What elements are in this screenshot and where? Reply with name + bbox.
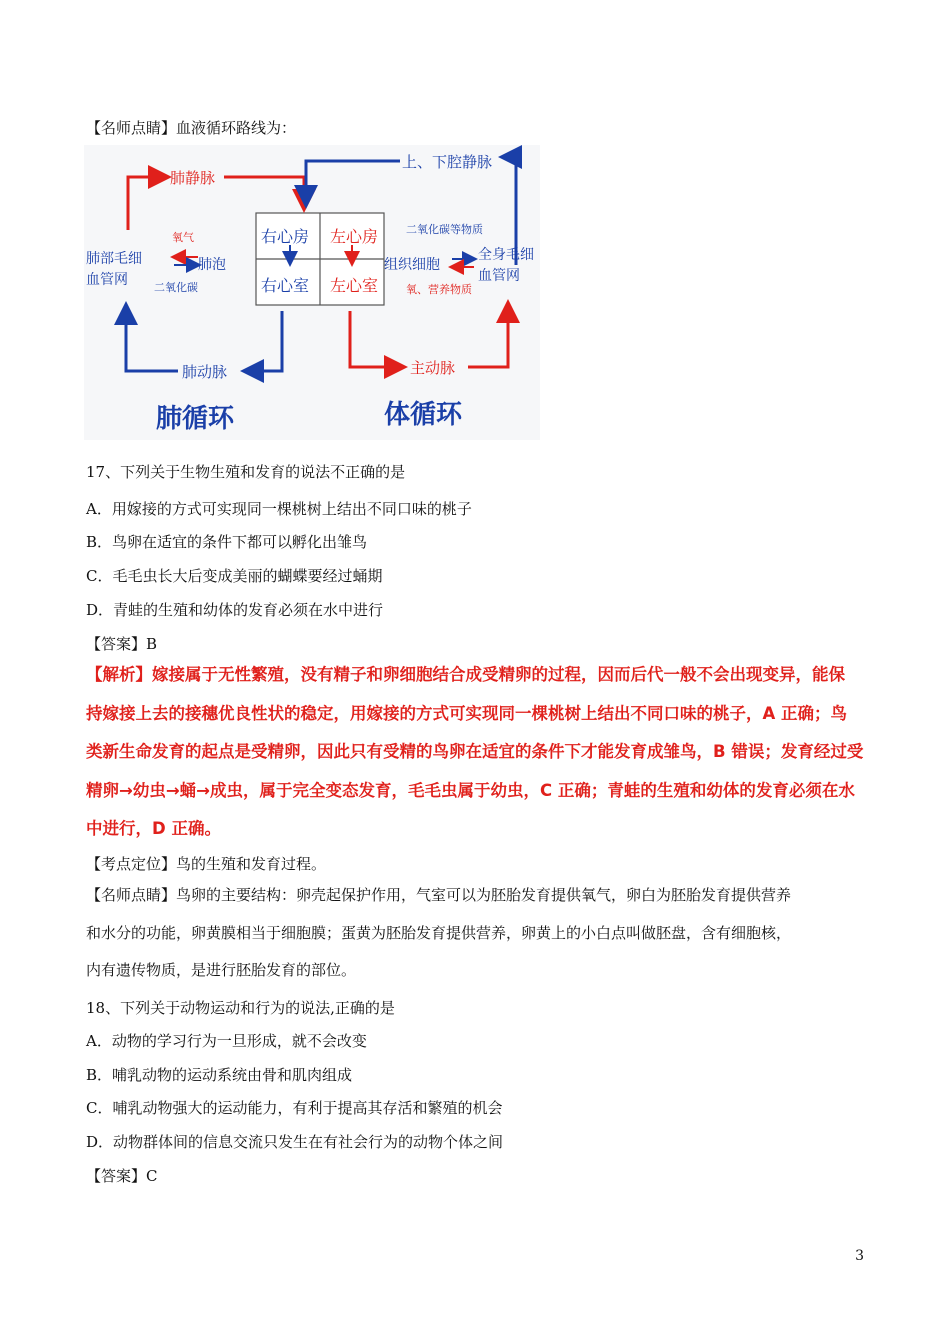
q17-option-c: C．毛毛虫长大后变成美丽的蝴蝶要经过蛹期 <box>86 567 383 585</box>
q17-answer: 【答案】B <box>86 635 158 653</box>
lung-capillary-label-2: 血管网 <box>86 272 128 288</box>
page-number: 3 <box>855 1248 864 1264</box>
tip-line: 内有遗传物质，是进行胚胎发育的部位。 <box>86 961 357 979</box>
aorta-label: 主动脉 <box>410 359 456 377</box>
lung-artery-label: 肺动脉 <box>182 363 228 381</box>
vena-cava-label: 上、下腔静脉 <box>402 153 493 171</box>
analysis-line: 精卵→幼虫→蛹→成虫，属于完全变态发育，毛毛虫属于幼虫，C 正确；青蛙的生殖和幼体的发育必须在水 <box>86 780 855 800</box>
co2-label: 二氧化碳 <box>154 281 198 294</box>
systemic-circulation-label: 体循环 <box>384 400 463 430</box>
left-atrium-label: 左心房 <box>330 227 379 246</box>
body-capillary-label-1: 全身毛细 <box>478 247 534 263</box>
q18-option-a: A．动物的学习行为一旦形成，就不会改变 <box>86 1032 367 1050</box>
q17-tip <box>86 877 866 990</box>
q18-option-c: C．哺乳动物强大的运动能力，有利于提高其存活和繁殖的机会 <box>86 1099 503 1117</box>
analysis-line: 中进行，D 正确。 <box>86 819 221 838</box>
q17-kaodian: 【考点定位】鸟的生殖和发育过程。 <box>86 855 327 873</box>
left-ventricle-label: 左心室 <box>330 276 379 295</box>
q17-option-d: D．青蛙的生殖和幼体的发育必须在水中进行 <box>86 601 384 619</box>
q18-option-b: B．哺乳动物的运动系统由骨和肌肉组成 <box>86 1066 353 1084</box>
oxygen-nutrients-label: 氧、营养物质 <box>406 283 472 296</box>
q17-analysis <box>86 656 870 849</box>
heart-chambers <box>256 213 384 305</box>
analysis-line: 类新生命发育的起点是受精卵，因此只有受精的鸟卵在适宜的条件下才能发育成雏鸟，B 错误；发育经过受 <box>86 742 864 761</box>
blood-circulation-diagram <box>84 145 540 440</box>
right-ventricle-label: 右心室 <box>261 276 310 295</box>
analysis-line: 【解析】嫁接属于无性繁殖，没有精子和卵细胞结合成受精卵的过程，因而后代一般不会出现变异，能保 <box>86 665 845 684</box>
analysis-line: 持嫁接上去的接穗优良性状的稳定，用嫁接的方式可实现同一棵桃树上结出不同口味的桃子，A 正确；鸟 <box>86 703 848 723</box>
lung-capillary-label-1: 肺部毛细 <box>86 251 142 267</box>
q17-stem: 17、下列关于生物生殖和发育的说法不正确的是 <box>86 463 406 481</box>
body-capillary-label-2: 血管网 <box>478 268 520 284</box>
tip-line: 【名师点睛】鸟卵的主要结构：卵壳起保护作用，气室可以为胚胎发育提供氧气，卵白为胚胎发育提供营养 <box>86 886 792 904</box>
q17-option-b: B．鸟卵在适宜的条件下都可以孵化出雏鸟 <box>86 533 368 551</box>
q18-option-d: D．动物群体间的信息交流只发生在有社会行为的动物个体之间 <box>86 1133 504 1151</box>
alveoli-label: 肺泡 <box>198 257 226 273</box>
lung-vein-label: 肺静脉 <box>170 169 216 187</box>
co2-etc-label: 二氧化碳等物质 <box>406 223 483 236</box>
tissue-cell-label: 组织细胞 <box>384 257 440 273</box>
oxygen-label: 氧气 <box>172 231 194 244</box>
q17-option-a: A．用嫁接的方式可实现同一棵桃树上结出不同口味的桃子 <box>86 500 472 518</box>
right-atrium-label: 右心房 <box>261 227 310 246</box>
q18-stem: 18、下列关于动物运动和行为的说法,正确的是 <box>86 999 395 1017</box>
tip-line: 和水分的功能，卵黄膜相当于细胞膜；蛋黄为胚胎发育提供营养，卵黄上的小白点叫做胚盘，含有细胞核， <box>86 923 792 942</box>
pulmonary-circulation-label: 肺循环 <box>156 404 235 434</box>
tip-blood-circulation: 【名师点睛】血液循环路线为： <box>86 119 297 137</box>
q18-answer: 【答案】C <box>86 1167 158 1185</box>
